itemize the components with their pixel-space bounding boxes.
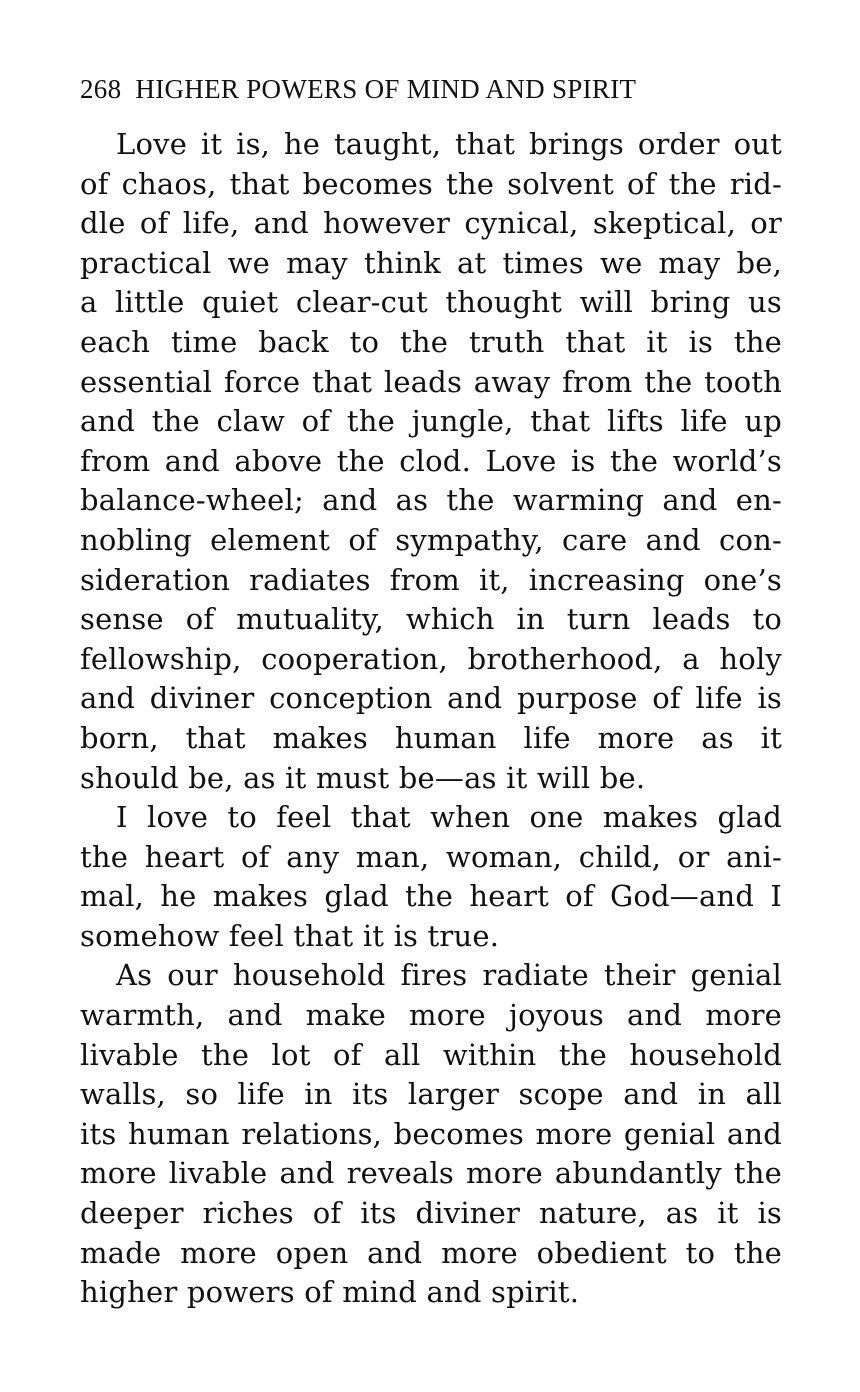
text-line: balance-wheel; and as the warming and en- (80, 483, 782, 518)
text-line: nobling element of sympathy, care and con- (80, 522, 782, 557)
text-line: each time back to the truth that it is the (80, 324, 782, 359)
text-line: born, that makes human life more as it (80, 720, 782, 755)
text-line: practical we may think at times we may be, (80, 245, 782, 280)
text-line: walls, so life in its larger scope and in all (80, 1077, 782, 1112)
text-line: its human relations, becomes more genial and (80, 1116, 782, 1151)
text-line: Love it is, he taught, that brings order out (116, 127, 782, 161)
text-line: of chaos, that becomes the solvent of the rid- (80, 166, 782, 201)
text-line: sense of mutuality, which in turn leads to (80, 602, 782, 637)
text-line: somehow feel that it is true. (80, 918, 500, 953)
running-head (80, 70, 782, 108)
text-line: essential force that leads away from the tooth (80, 364, 782, 399)
page-number: 268 (80, 74, 122, 104)
text-line: higher powers of mind and spirit. (80, 1275, 580, 1310)
text-line: sideration radiates from it, increasing one’s (80, 562, 782, 597)
text-line: the heart of any man, woman, child, or ani- (80, 839, 782, 874)
text-line: and diviner conception and purpose of life is (80, 681, 782, 716)
body-text (80, 125, 782, 1313)
text-line: more livable and reveals more abundantly the (80, 1156, 782, 1191)
running-title: HIGHER POWERS OF MIND AND SPIRIT (135, 74, 637, 104)
text-line: I love to feel that when one makes glad (116, 800, 782, 835)
paragraph (80, 798, 782, 956)
text-line: a little quiet clear-cut thought will bring us (80, 285, 782, 320)
text-line: dle of life, and however cynical, skeptical, or (80, 206, 782, 241)
text-line: livable the lot of all within the household (80, 1037, 782, 1072)
text-line: from and above the clod. Love is the world’s (80, 443, 782, 478)
text-line: As our household fires radiate their genial (116, 958, 782, 993)
paragraph (80, 956, 782, 1312)
text-line: warmth, and make more joyous and more (80, 998, 782, 1033)
text-line: fellowship, cooperation, brotherhood, a holy (80, 641, 782, 676)
text-line: should be, as it must be—as it will be. (80, 760, 646, 795)
paragraph (80, 125, 782, 798)
text-line: mal, he makes glad the heart of God—and I (80, 879, 782, 914)
text-line: and the claw of the jungle, that lifts life up (80, 404, 782, 439)
text-line: made more open and more obedient to the (80, 1235, 782, 1270)
text-line: deeper riches of its diviner nature, as it is (80, 1196, 782, 1231)
